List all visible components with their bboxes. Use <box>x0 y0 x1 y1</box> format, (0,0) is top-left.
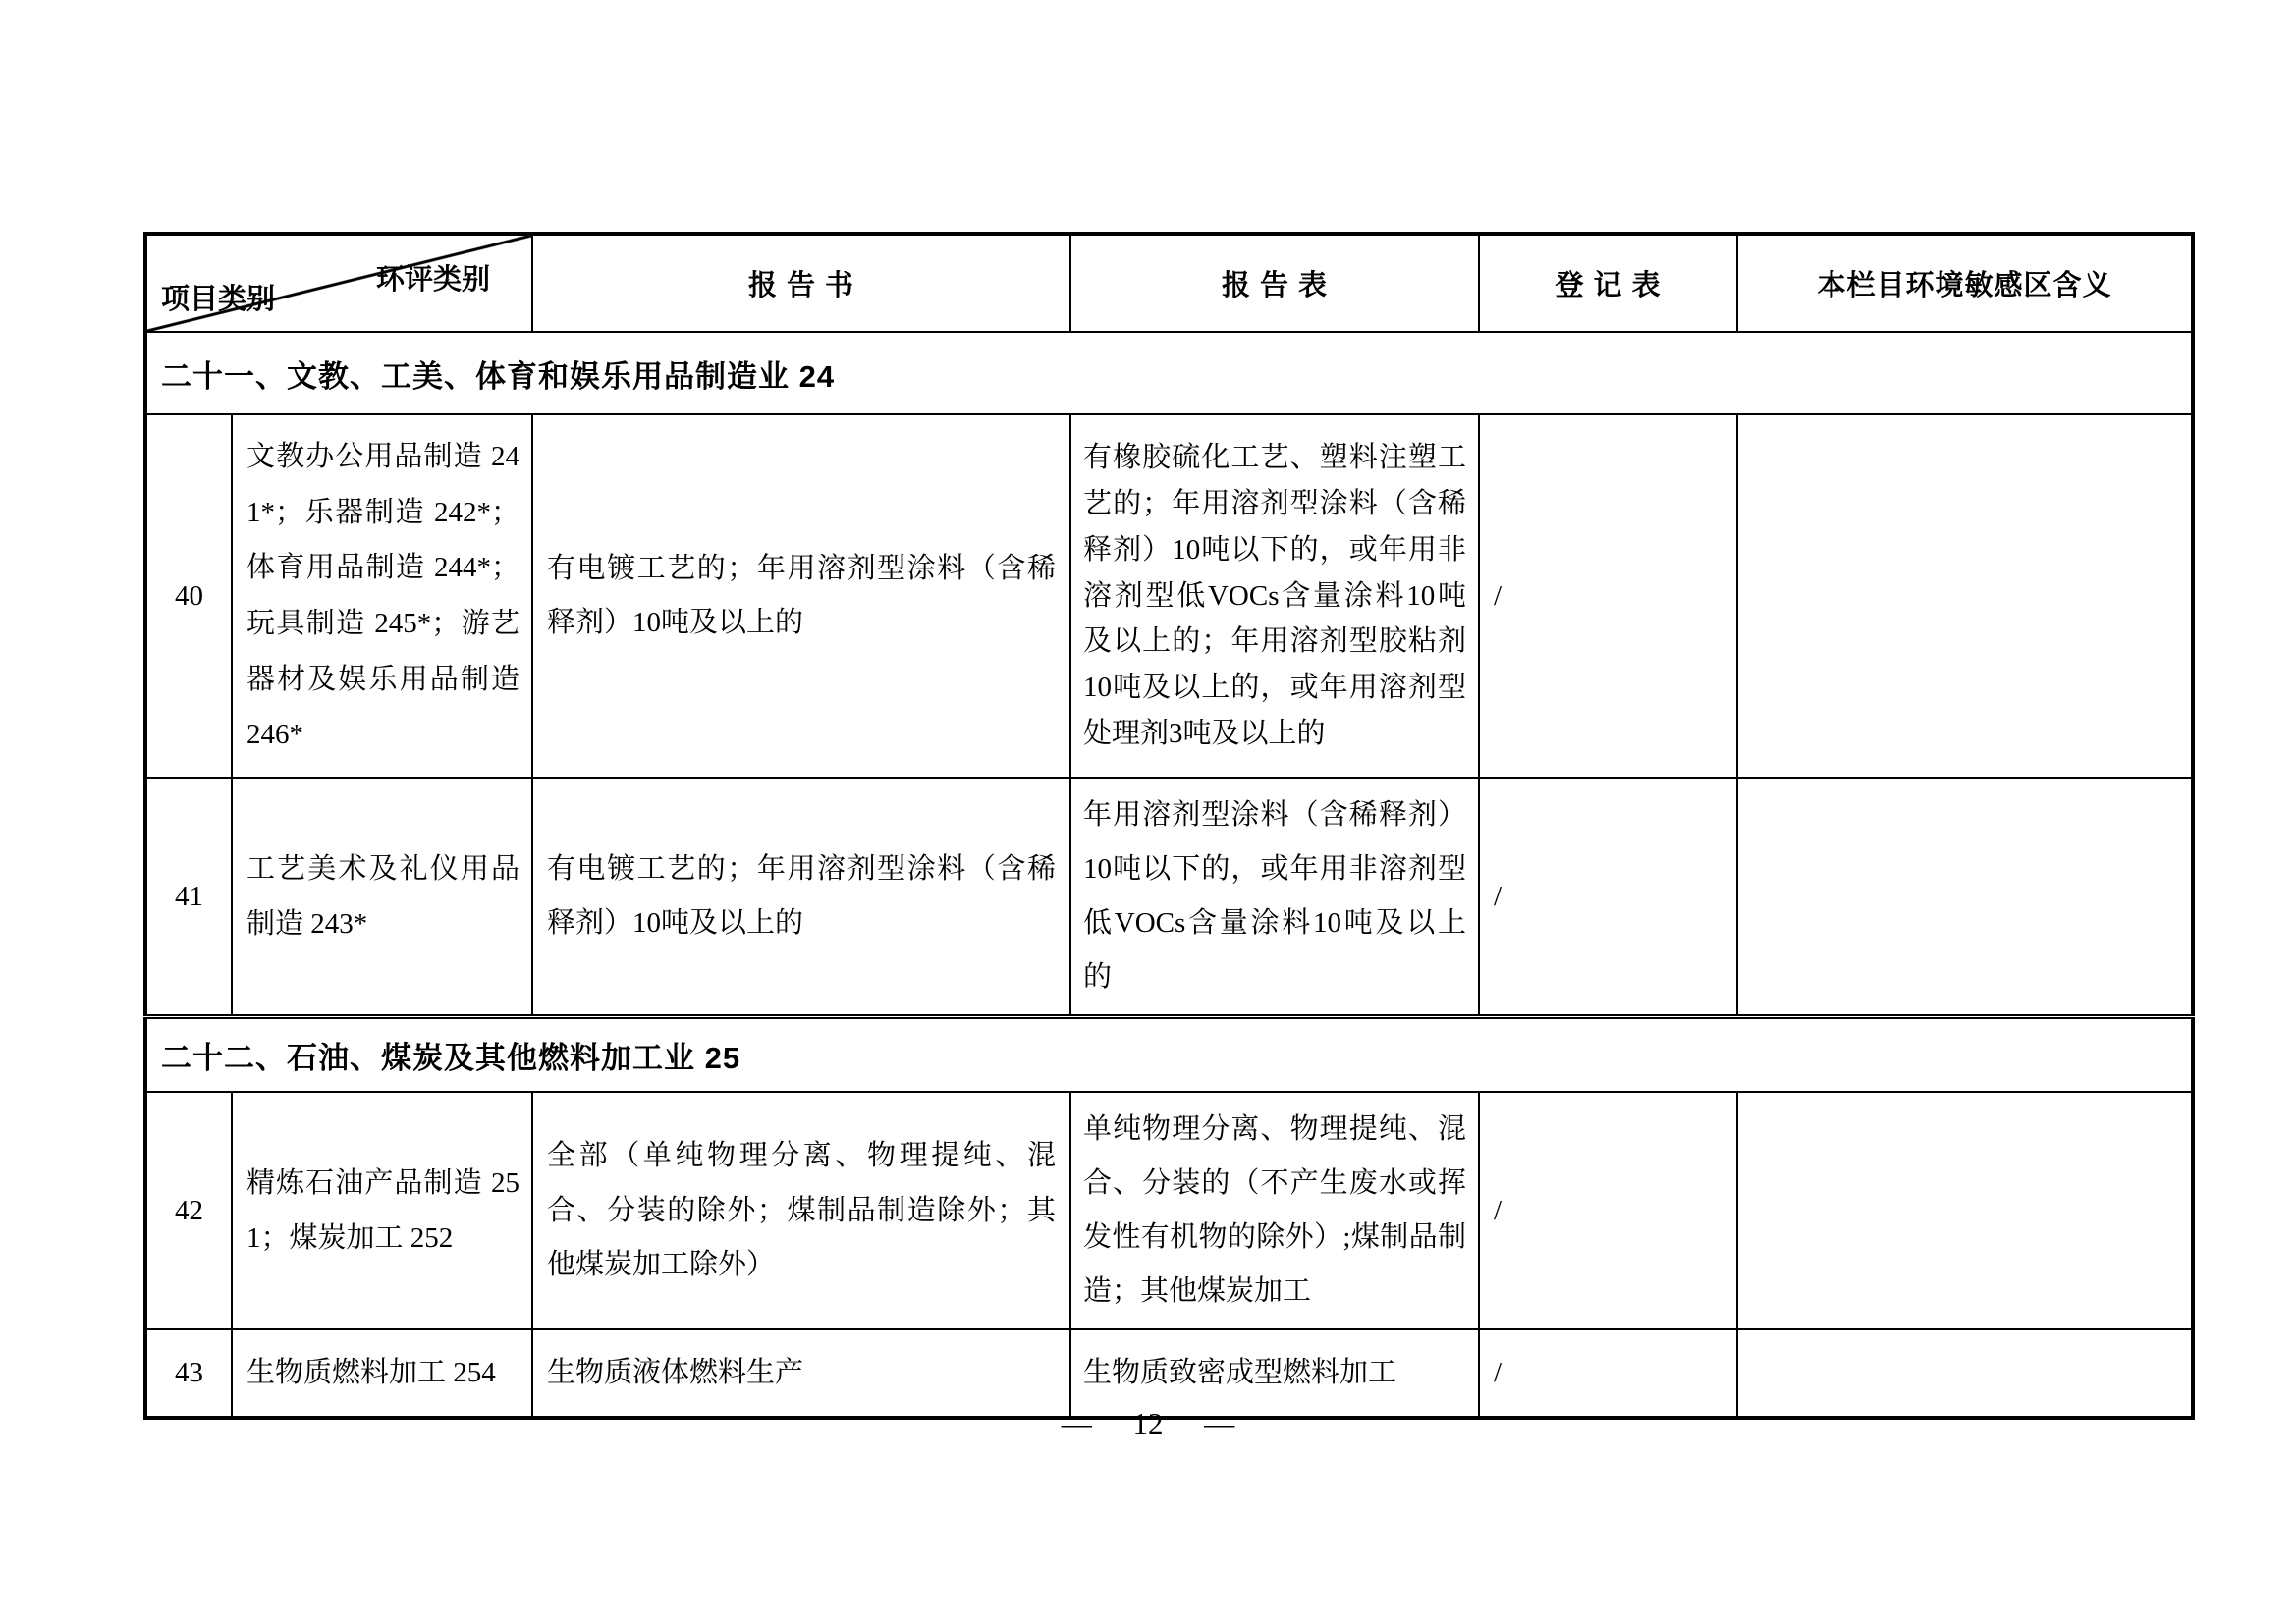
project-category-cell: 精炼石油产品制造 251；煤炭加工 252 <box>232 1092 532 1329</box>
project-category-cell: 工艺美术及礼仪用品制造 243* <box>232 778 532 1017</box>
header-diagonal-cell <box>145 234 532 332</box>
header-report-book: 报 告 书 <box>532 234 1070 332</box>
section-21-title: 二十一、文教、工美、体育和娱乐用品制造业 24 <box>145 332 2193 414</box>
row-number-cell: 43 <box>145 1329 232 1418</box>
report-form-cell: 年用溶剂型涂料（含稀释剂）10吨以下的，或年用非溶剂型低VOCs含量涂料10吨及以上的 <box>1070 778 1479 1017</box>
registration-form-cell: / <box>1479 778 1737 1017</box>
registration-form-cell: / <box>1479 414 1737 778</box>
table-row <box>145 778 2193 1017</box>
project-category-cell: 文教办公用品制造 241*；乐器制造 242*；体育用品制造 244*；玩具制造 245*；游艺器材及娱乐用品制造 246* <box>232 414 532 778</box>
report-book-cell: 全部（单纯物理分离、物理提纯、混合、分装的除外；煤制品制造除外；其他煤炭加工除外） <box>532 1092 1070 1329</box>
sensitive-area-cell <box>1737 1092 2193 1329</box>
header-sensitive-area-meaning: 本栏目环境敏感区含义 <box>1737 234 2193 332</box>
table-row <box>145 1092 2193 1329</box>
report-book-cell: 有电镀工艺的；年用溶剂型涂料（含稀释剂）10吨及以上的 <box>532 414 1070 778</box>
registration-form-cell: / <box>1479 1092 1737 1329</box>
header-project-category-label: 项目类别 <box>161 284 276 315</box>
table-row <box>145 1329 2193 1418</box>
table-header-row <box>145 234 2193 332</box>
report-form-cell: 有橡胶硫化工艺、塑料注塑工艺的；年用溶剂型涂料（含稀释剂）10吨以下的，或年用非溶剂型低VOCs含量涂料10吨及以上的；年用溶剂型胶粘剂10吨及以上的，或年用溶剂型处理剂3吨及以上的 <box>1070 414 1479 778</box>
header-eia-category-label: 环评类别 <box>375 264 490 296</box>
row-number-cell: 42 <box>145 1092 232 1329</box>
header-registration-form: 登 记 表 <box>1479 234 1737 332</box>
section-22-title: 二十二、石油、煤炭及其他燃料加工业 25 <box>145 1017 2193 1092</box>
report-book-cell: 有电镀工艺的；年用溶剂型涂料（含稀释剂）10吨及以上的 <box>532 778 1070 1017</box>
project-category-cell: 生物质燃料加工 254 <box>232 1329 532 1418</box>
sensitive-area-cell <box>1737 1329 2193 1418</box>
sensitive-area-cell <box>1737 778 2193 1017</box>
report-book-cell: 生物质液体燃料生产 <box>532 1329 1070 1418</box>
section-22-row <box>145 1017 2193 1092</box>
eia-classification-table <box>143 232 2195 1420</box>
registration-form-cell: / <box>1479 1329 1737 1418</box>
sensitive-area-cell <box>1737 414 2193 778</box>
table-row <box>145 414 2193 778</box>
page-number: — 12 — <box>1061 1406 1235 1440</box>
report-form-cell: 生物质致密成型燃料加工 <box>1070 1329 1479 1418</box>
row-number-cell: 41 <box>145 778 232 1017</box>
row-number-cell: 40 <box>145 414 232 778</box>
section-21-row <box>145 332 2193 414</box>
header-report-form: 报 告 表 <box>1070 234 1479 332</box>
report-form-cell: 单纯物理分离、物理提纯、混合、分装的（不产生废水或挥发性有机物的除外）;煤制品制造；其他煤炭加工 <box>1070 1092 1479 1329</box>
